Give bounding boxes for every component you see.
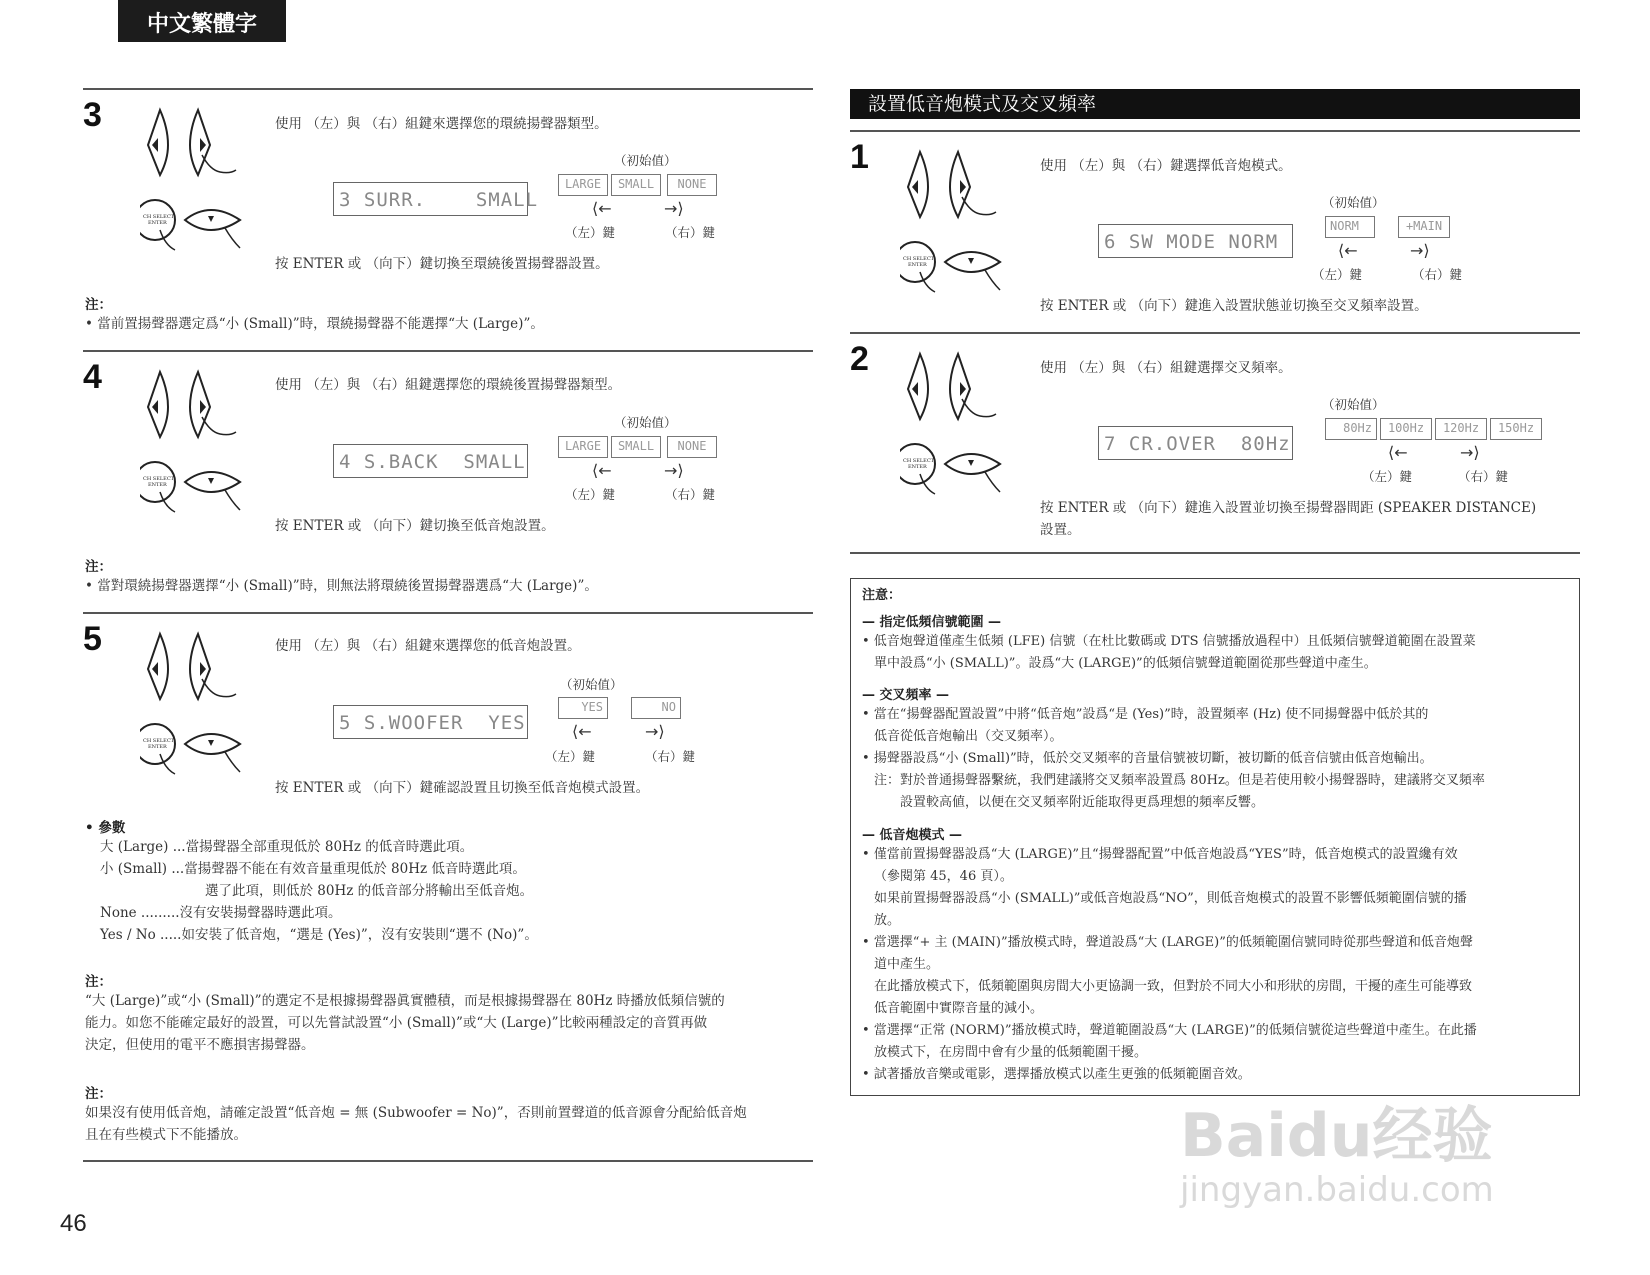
remote-buttons-icon — [900, 142, 1020, 302]
note-line: 且在有些模式下不能播放。 — [85, 1127, 247, 1143]
notice-line: • 當選擇“+ 主 (MAIN)”播放模式時，聲道設爲“大 (LARGE)”的低頻範圍信號同時從那些聲道和低音炮聲 — [862, 935, 1473, 950]
remote-buttons-icon — [900, 344, 1020, 504]
remote-buttons-icon — [140, 362, 260, 522]
notice-label: 注意： — [862, 588, 902, 603]
note-line: 能力。如您不能確定最好的設置，可以先嘗試設置“小 (Small)”或“大 (Large)”比較兩種設定的音質再做 — [85, 1015, 708, 1031]
divider — [83, 1160, 813, 1162]
step-number: 4 — [83, 358, 102, 396]
key-right-label: （右）鍵 — [1458, 469, 1509, 484]
notice-line: • 低音炮聲道僅產生低頻 (LFE) 信號（在杜比數碼或 DTS 信號播放過程中）且低頻信號聲道範圍在設置菜 — [862, 634, 1476, 649]
note-label: 注： — [85, 559, 112, 575]
key-right-label: （右）鍵 — [645, 749, 696, 764]
initial-value-label: （初始值） — [1322, 397, 1385, 412]
option-box: +MAIN — [1398, 216, 1450, 238]
key-right-label: （右）鍵 — [1412, 267, 1463, 282]
section-title: 設置低音炮模式及交叉頻率 — [850, 89, 1580, 119]
step-instruction: 使用 （左）與 （右）鍵選擇低音炮模式。 — [1040, 158, 1292, 174]
enter-instruction-cont: 設置。 — [1040, 522, 1081, 538]
svg-text:ENTER: ENTER — [148, 744, 167, 750]
option-box: 80Hz — [1325, 418, 1377, 440]
notice-line: • 揚聲器設爲“小 (Small)”時，低於交叉頻率的音量信號被切斷，被切斷的低音信號由低音炮輸出。 — [862, 751, 1433, 766]
svg-text:CH SELECT: CH SELECT — [903, 256, 934, 262]
initial-value-label: （初始值） — [1322, 195, 1385, 210]
notice-line: • 當選擇“正常 (NORM)”播放模式時，聲道範圍設爲“大 (LARGE)”的低頻信號從這些聲道中產生。在此播 — [862, 1023, 1477, 1038]
notice-heading: — 交叉頻率 — — [862, 688, 950, 703]
enter-instruction: 按 ENTER 或 （向下）鍵確認設置且切換至低音炮模式設置。 — [275, 780, 650, 796]
note-line: 決定，但使用的電平不應損害揚聲器。 — [85, 1037, 315, 1053]
step-number: 5 — [83, 620, 102, 658]
divider — [850, 552, 1580, 554]
params-heading: • 參數 — [85, 820, 126, 836]
svg-text:CH SELECT: CH SELECT — [903, 458, 934, 464]
initial-value-label: （初始值） — [560, 677, 623, 692]
notice-line: 單中設爲“小 (SMALL)”。設爲“大 (LARGE)”的低頻信號聲道範圍從那些聲道中產生。 — [874, 656, 1377, 671]
notice-line: • 當在“揚聲器配置設置”中將“低音炮”設爲“是 (Yes)”時，設置頻率 (Hz) 使不同揚聲器中低於其的 — [862, 707, 1429, 722]
lcd-display: 7 CR.OVER 80Hz — [1098, 426, 1293, 460]
key-left-label: （左）鍵 — [1362, 469, 1413, 484]
svg-text:ENTER: ENTER — [148, 482, 167, 488]
left-arrow-icon: ⟨← — [592, 461, 612, 480]
step-instruction: 使用 （左）與 （右）組鍵選擇您的環繞後置揚聲器類型。 — [275, 377, 622, 393]
step-instruction: 使用 （左）與 （右）組鍵來選擇您的低音炮設置。 — [275, 638, 581, 654]
option-box: YES — [558, 697, 608, 719]
svg-text:CH SELECT: CH SELECT — [143, 476, 174, 482]
svg-text:ENTER: ENTER — [148, 220, 167, 226]
page-number: 46 — [60, 1210, 87, 1237]
svg-text:ENTER: ENTER — [908, 464, 927, 470]
enter-instruction: 按 ENTER 或 （向下）鍵進入設置狀態並切換至交叉頻率設置。 — [1040, 298, 1428, 314]
step-instruction: 使用 （左）與 （右）組鍵來選擇您的環繞揚聲器類型。 — [275, 116, 608, 132]
svg-text:CH SELECT: CH SELECT — [143, 214, 174, 220]
notice-line: • 試著播放音樂或電影，選擇播放模式以產生更強的低頻範圍音效。 — [862, 1067, 1251, 1082]
params-line: 小 (Small) ...當揚聲器不能在有效音量重現低於 80Hz 低音時選此項。 — [100, 861, 526, 877]
key-right-label: （右）鍵 — [665, 225, 716, 240]
right-arrow-icon: →⟩ — [664, 199, 684, 218]
notice-line: 設置較高値，以便在交叉頻率附近能取得更爲理想的頻率反響。 — [900, 795, 1265, 810]
left-arrow-icon: ⟨← — [1388, 443, 1408, 462]
key-left-label: （左）鍵 — [1312, 267, 1363, 282]
note-label: 注： — [85, 1086, 112, 1102]
step-number: 2 — [850, 340, 869, 378]
divider — [83, 88, 813, 90]
remote-buttons-icon — [140, 624, 260, 784]
watermark-url: jingyan.baidu.com — [1180, 1170, 1494, 1210]
remote-buttons-icon — [140, 100, 260, 260]
svg-text:CH SELECT: CH SELECT — [143, 738, 174, 744]
params-line: Yes / No .....如安裝了低音炮，“選是 (Yes)”，沒有安裝則“選不 (No)”。 — [100, 927, 538, 943]
option-box: 100Hz — [1380, 418, 1432, 440]
initial-value-label: （初始值） — [614, 415, 677, 430]
notice-line: 低音從低音炮輸出（交叉頻率）。 — [874, 729, 1063, 744]
notice-line: （參閱第 45，46 頁）。 — [874, 869, 1013, 884]
note-text: • 當對環繞揚聲器選擇“小 (Small)”時，則無法將環繞後置揚聲器選爲“大 (Large)”。 — [85, 578, 598, 594]
note-label: 注： — [85, 974, 112, 990]
notice-line: 道中產生。 — [874, 957, 940, 972]
right-arrow-icon: →⟩ — [645, 722, 665, 741]
option-box: NONE — [667, 436, 717, 458]
notice-line: 放模式下，在房間中會有少量的低頻範圍干擾。 — [874, 1045, 1148, 1060]
option-box: 120Hz — [1435, 418, 1487, 440]
notice-line: 放。 — [874, 913, 901, 928]
step-instruction: 使用 （左）與 （右）組鍵選擇交叉頻率。 — [1040, 360, 1292, 376]
option-box: LARGE — [558, 436, 608, 458]
notice-line: 低音範圍中實際音量的減小。 — [874, 1001, 1044, 1016]
left-arrow-icon: ⟨← — [592, 199, 612, 218]
note-line: “大 (Large)”或“小 (Small)”的選定不是根據揚聲器眞實體積，而是根據揚聲器在 80Hz 時播放低頻信號的 — [85, 993, 725, 1009]
option-box: NO — [631, 697, 681, 719]
initial-value-label: （初始值） — [614, 153, 677, 168]
notice-heading: — 指定低頻信號範圍 — — [862, 615, 1002, 630]
left-arrow-icon: ⟨← — [1338, 241, 1358, 260]
key-left-label: （左）鍵 — [565, 225, 616, 240]
note-line: 如果沒有使用低音炮，請確定設置“低音炮 = 無 (Subwoofer = No)”，否則前置聲道的低音源會分配給低音炮 — [85, 1105, 747, 1121]
enter-instruction: 按 ENTER 或 （向下）鍵切換至低音炮設置。 — [275, 518, 555, 534]
enter-instruction: 按 ENTER 或 （向下）鍵進入設置並切換至揚聲器間距 (SPEAKER DISTANCE) — [1040, 500, 1537, 516]
language-tab: 中文繁體字 — [118, 0, 286, 42]
right-arrow-icon: →⟩ — [1410, 241, 1430, 260]
notice-line: 在此播放模式下，低頻範圍與房間大小更協調一致，但對於不同大小和形狀的房間，干擾的產生可能導致 — [874, 979, 1473, 994]
option-box: NORM — [1325, 216, 1375, 238]
enter-instruction: 按 ENTER 或 （向下）鍵切換至環繞後置揚聲器設置。 — [275, 256, 609, 272]
lcd-display: 6 SW MODE NORM — [1098, 224, 1293, 258]
svg-text:ENTER: ENTER — [908, 262, 927, 268]
params-line: None .........沒有安裝揚聲器時選此項。 — [100, 905, 342, 921]
lcd-display: 3 SURR. SMALL — [333, 182, 528, 216]
lcd-display: 5 S.WOOFER YES — [333, 705, 528, 739]
params-line: 選了此項，則低於 80Hz 的低音部分將輸出至低音炮。 — [205, 883, 534, 899]
lcd-display: 4 S.BACK SMALL — [333, 444, 528, 478]
notice-heading: — 低音炮模式 — — [862, 828, 963, 843]
option-box: SMALL — [611, 436, 661, 458]
step-number: 3 — [83, 96, 102, 134]
option-box: 150Hz — [1490, 418, 1542, 440]
divider — [83, 612, 813, 614]
watermark-logo: Baidu经验 — [1180, 1101, 1493, 1171]
option-box: NONE — [667, 174, 717, 196]
right-arrow-icon: →⟩ — [1460, 443, 1480, 462]
notice-line: 如果前置揚聲器設爲“小 (SMALL)”或低音炮設爲“NO”，則低音炮模式的設置不影響低頻範圍信號的播 — [874, 891, 1467, 906]
left-arrow-icon: ⟨← — [572, 722, 592, 741]
right-arrow-icon: →⟩ — [664, 461, 684, 480]
key-left-label: （左）鍵 — [545, 749, 596, 764]
option-box: SMALL — [611, 174, 661, 196]
params-line: 大 (Large) ...當揚聲器全部重現低於 80Hz 的低音時選此項。 — [100, 839, 474, 855]
key-left-label: （左）鍵 — [565, 487, 616, 502]
divider — [850, 332, 1580, 334]
divider — [850, 130, 1580, 132]
step-number: 1 — [850, 138, 869, 176]
notice-line: • 僅當前置揚聲器設爲“大 (LARGE)”且“揚聲器配置”中低音炮設爲“YES”時，低音炮模式的設置纔有效 — [862, 847, 1458, 862]
note-label: 注： — [85, 297, 112, 313]
key-right-label: （右）鍵 — [665, 487, 716, 502]
notice-line: 注：對於普通揚聲器繫統，我們建議將交叉頻率設置爲 80Hz。但是若使用較小揚聲器時，建議將交叉頻率 — [874, 773, 1485, 788]
note-text: • 當前置揚聲器選定爲“小 (Small)”時，環繞揚聲器不能選擇“大 (Large)”。 — [85, 316, 544, 332]
option-box: LARGE — [558, 174, 608, 196]
divider — [83, 350, 813, 352]
